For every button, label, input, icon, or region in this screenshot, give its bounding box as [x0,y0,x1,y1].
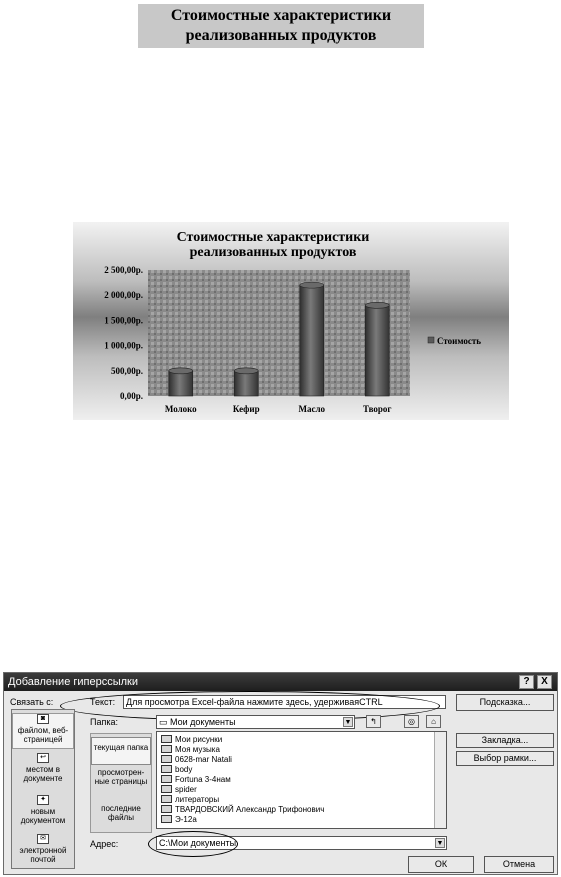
list-item[interactable] [161,805,324,814]
chart-title-line1: Стоимостные характеристики [176,230,370,245]
web-search-button[interactable]: ◎ [404,715,419,728]
list-item[interactable] [161,755,232,764]
help-button[interactable]: ? [519,675,534,689]
bar [300,285,324,396]
file-icon [161,785,172,793]
file-list-scrollbar[interactable] [434,732,446,828]
list-item-label: spider [175,785,197,794]
word-file-icon [161,755,172,763]
y-tick-label: 1 000,00р. [104,340,143,351]
bar-top [365,302,389,308]
bar-top [169,368,193,374]
y-tick-label: 1 500,00р. [104,315,143,326]
globe-file-icon: ◙ [37,714,49,724]
chevron-down-icon[interactable]: ▼ [436,840,444,847]
folder-label: Папка: [90,717,118,727]
word-file-icon [161,795,172,803]
email-icon: ✉ [37,834,49,844]
folder-value: Мои документы [170,717,236,727]
folder-icon: ▭ [159,717,171,727]
excel-file-icon [161,815,172,823]
bar-top [300,282,324,288]
cancel-button[interactable]: Отмена [484,856,554,873]
chart-title-line2: реализованных продуктов [189,245,357,260]
target-frame-button[interactable]: Выбор рамки... [456,751,554,766]
y-tick-label: 2 000,00р. [104,290,143,301]
x-tick-label: Масло [298,404,326,414]
x-tick-label: Молоко [164,404,197,414]
list-item-label: 0628-mar Natali [175,755,232,764]
list-item-label: ТВАРДОВСКИЙ Александр Трифонович [175,805,325,814]
page-heading-line1: Стоимостные характеристики [170,7,392,24]
text-label: Текст: [90,697,116,707]
list-item-label: Э-12а [175,815,197,824]
list-item[interactable] [161,815,197,824]
dialog-titlebar [4,673,557,691]
link-target-new-doc-label: новым документом [20,807,66,825]
browse-folder-button[interactable]: ⌂ [426,715,441,728]
folder-up-button[interactable]: ↰ [366,715,381,728]
list-item[interactable] [161,745,220,754]
bar [234,371,258,396]
subnav-browsed-pages[interactable]: просмотрен-ные страницы [94,768,148,786]
chart-panel [73,222,509,420]
folder-icon [161,735,172,743]
link-target-email-label: электронной почтой [19,846,67,864]
hyperlink-dialog [3,672,558,875]
page-heading [138,4,424,48]
bar-top [234,368,258,374]
address-label: Адрес: [90,839,119,849]
list-item-label: Fortuna 3-4нам [175,775,231,784]
link-target-place-label: местом в документе [23,765,63,783]
link-to-sidebar [11,709,75,869]
highlight-ellipse-address [148,831,238,857]
page-heading-line2: реализованных продуктов [185,27,377,44]
y-tick-label: 500,00р. [110,365,143,376]
address-value: C:\Мои документы [159,838,237,848]
list-item-label: Мои рисунки [175,735,223,744]
subnav-recent-files[interactable]: последние файлы [101,804,141,822]
file-list [156,731,447,829]
new-document-icon: ✦ [37,795,49,805]
word-file-icon [161,765,172,773]
close-button[interactable]: X [537,675,552,689]
excel-file-icon [161,775,172,783]
text-input[interactable]: Для просмотра Excel-файла нажмите здесь, удерживаяCTRL [123,695,446,709]
link-target-file-web[interactable] [12,713,74,749]
chevron-down-icon[interactable]: ▼ [344,719,352,726]
link-target-email[interactable] [12,834,74,868]
list-item[interactable] [161,795,219,804]
list-item[interactable] [161,775,231,784]
folder-select[interactable] [156,715,355,729]
chart-svg [73,222,509,420]
y-tick-label: 2 500,00р. [104,265,143,275]
y-tick-label: 0,00р. [119,391,143,401]
document-place-icon: ↩ [37,753,49,763]
list-item[interactable] [161,735,222,744]
legend-label: Стоимость [437,336,482,346]
list-item-label: Моя музыка [175,745,220,754]
location-subnav [90,733,152,833]
folder-icon [161,745,172,753]
word-file-icon [161,805,172,813]
list-item-label: body [175,765,193,774]
list-item[interactable] [161,765,192,774]
x-tick-label: Творог [363,404,392,414]
tooltip-button[interactable]: Подсказка... [456,694,554,711]
legend-swatch [428,337,434,343]
link-to-label: Связать с: [10,697,54,707]
dialog-title: Добавление гиперссылки [8,676,139,688]
link-target-new-doc[interactable] [12,795,74,831]
list-item-label: литераторы [175,795,220,804]
bar [169,371,193,396]
list-item[interactable] [161,785,197,794]
link-target-file-web-label: файлом, веб-страницей [17,726,69,744]
subnav-current-folder[interactable]: текущая папка [91,737,151,765]
bookmark-button[interactable]: Закладка... [456,733,554,748]
bar [365,305,389,396]
ok-button[interactable]: ОК [408,856,474,873]
link-target-place[interactable] [12,753,74,789]
x-tick-label: Кефир [232,404,260,414]
